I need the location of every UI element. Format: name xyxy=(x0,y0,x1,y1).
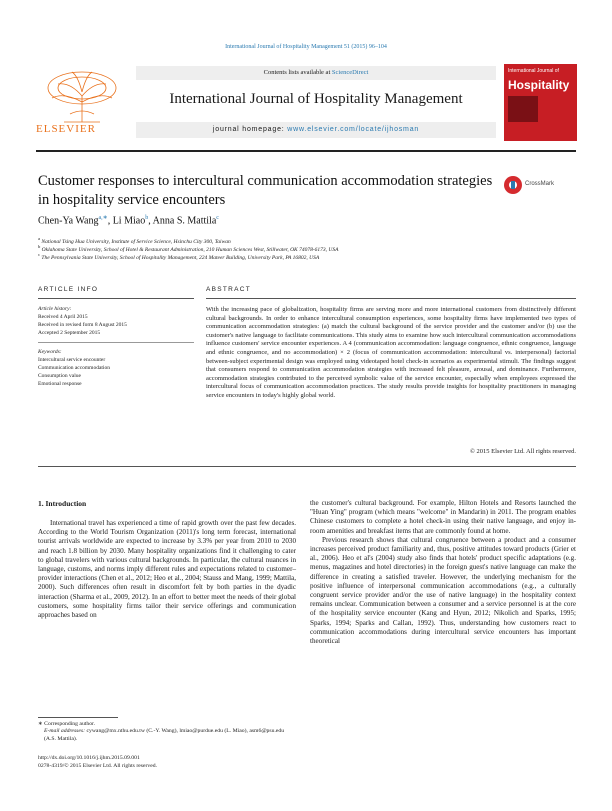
right-column xyxy=(310,499,576,646)
left-column xyxy=(38,519,296,620)
affiliation xyxy=(38,252,319,261)
keyword: Emotional response xyxy=(38,381,82,387)
header-rule xyxy=(36,150,576,152)
publisher-wordmark: ELSEVIER xyxy=(36,123,96,135)
running-header[interactable]: International Journal of Hospitality Management 51 (2015) 96–104 xyxy=(225,44,387,50)
email-note xyxy=(38,728,296,743)
body-paragraph: International travel has experienced a time of rapid growth over the past few decades. According to the World Tourism Organization (2011)'s long term forecast, international tourist arrivals worldwide are expected to increase by 3.3% per year from 2010 to 2030 and reach 1.8 billion by 2030. Many hospitality organizations find it challenging to cater to global travelers with various cultural backgrounds. In particular, the cultural nuances in language, customs, and norms imply different rules and expectations related to customer–provider interactions (Chen et al., 2012; Heo et al., 2004; Stauss and Mang, 1999; Mattila, 2000). Such differences often result in discomfort felt by both parties in the dyadic interaction (Sharma et al., 2009, 2012). In an effort to better meet the needs of their global customers, some hospitality firms tailor their service offerings and communication approaches based on xyxy=(38,519,296,620)
article-title: Customer responses to intercultural communication accommodation strategies in hospitality service encounters xyxy=(38,173,493,208)
homepage-bar xyxy=(136,122,496,138)
footnote-block xyxy=(38,721,296,743)
history-item: Received 4 April 2015 xyxy=(38,314,88,320)
author-mark[interactable]: b xyxy=(145,215,149,221)
cover-title: Hospitality xyxy=(508,78,570,92)
keywords-label: Keywords: xyxy=(38,349,62,355)
sciencedirect-link[interactable]: ScienceDirect xyxy=(331,69,369,76)
section-heading: 1. Introduction xyxy=(38,499,87,508)
crossmark-label: CrossMark xyxy=(525,181,555,187)
email-label: E-mail addresses: xyxy=(44,728,86,735)
cover-photo xyxy=(508,96,538,122)
author-name[interactable]: Li Miao xyxy=(112,215,146,227)
journal-title: International Journal of Hospitality Management xyxy=(169,91,463,107)
abstract-rule xyxy=(206,298,576,299)
info-rule xyxy=(38,298,194,299)
corresponding-author-note: ∗ Corresponding author. xyxy=(38,721,96,727)
article-info-label: ARTICLE INFO xyxy=(38,286,99,293)
affiliation-text: Oklahoma State University, School of Hotel & Restaurant Administration, 210 Human Sciences West, Stillwater, OK 74078-6173, USA xyxy=(41,246,339,253)
doi-link[interactable]: http://dx.doi.org/10.1016/j.ijhm.2015.09.001 xyxy=(38,755,140,761)
body-paragraph: the customer's cultural background. For example, Hilton Hotels and Resorts launched the "Huan Ying" program (which means "welcome" in Mandarin) in 2011. The program enables Chinese customers to complete a hotel check-in using their native language, and enjoy in-room amenities and breakfast items that are commonly found at home. xyxy=(310,499,576,535)
author-name[interactable]: Chen-Ya Wang xyxy=(38,215,99,227)
affiliation-text: The Pennsylvania State University, School of Hospitality Management, 224 Mateer Building, University Park, PA 16802, USA xyxy=(41,254,320,261)
affiliation-mark: b xyxy=(38,244,41,249)
keyword: Communication accommodation xyxy=(38,365,110,371)
affiliation-mark: c xyxy=(38,252,41,257)
author-list: Chen-Ya Wang$^{a,∗}$, Li Miao$^b$, Anna S. Mattila$^c$ xyxy=(38,215,219,227)
abstract-label: ABSTRACT xyxy=(206,286,252,293)
affiliation-mark: a xyxy=(38,236,41,241)
copyright-notice: © 2015 Elsevier Ltd. All rights reserved. xyxy=(469,448,576,455)
history-label: Article history: xyxy=(38,306,72,312)
author-mark[interactable]: c xyxy=(216,215,219,221)
abstract-text: With the increasing pace of globalization, hospitality firms are serving more and more international customers from distinctively different cultural backgrounds. In order to enhance intercultural consumption experiences, some hospitality firms have implemented two types of communication accommodation strategies: (a) match the cultural background of the service provider and the customer and/or (b) use the customer's native language to facilitate communications. This study aims to examine how such intercultural communication accommodations influence customers' service encounter experiences. A 4 (communication accommodation: language congruence, ethnic congruence, language and ethnic congruence, and no accommodation) × 2 (focus of communication accommodation: intercultural vs. interpersonal) factorial between-subject experimental design was employed using videotaped hotel check-in scenarios as experimental stimuli. The findings suggest that consumers respond to communication accommodation strategies with increased felt pleasure, arousal, and dominance. Furthermore, accommodation strategies contributed to the perceived symbolic value of the service encounter, especially when employees expressed the intercultural focus of communication accommodation practices. The study results provide insights for hospitality practitioners in managing service encounters in today's highly global world. xyxy=(206,306,576,399)
body-paragraph: Previous research shows that cultural congruence between a product and a consumer increases perceived product familiarity and, thus, positive attitudes toward products (Grier et al., 2006). Heo et al's (2004) study also finds that hotels' product specific adaptations (e.g. menus, magazines and hotel directories) in the foreign guest's native language can make the difference in creating a satisfied traveler. However, the underlying mechanism for the positive influence of interpersonal communication accommodations (e.g., a culturally congruent service provider and/or the use of native language) in the hospitality context remains unclear. Communication between a consumer and a service personnel is at the core of the hospitality service encounter (Kang and Hyun, 2012; Nikolich and Sparks, 1995; Sparks, 1994; Sparks and Callan, 1992). Thus, understanding how customers react to communication accommodations during intercultural service encounters has important theoretical xyxy=(310,535,576,646)
email-addresses[interactable]: cywang@mx.nthu.edu.tw (C.-Y. Wang), lmiao@purdue.edu (L. Miao), asm6@psu.edu (A.S. Mattila). xyxy=(44,728,285,742)
history-item: Received in revised form 8 August 2015 xyxy=(38,322,127,328)
author-mark[interactable]: a,∗ xyxy=(98,215,108,221)
footnote-rule xyxy=(38,717,118,718)
cover-subtitle: International Journal of xyxy=(508,68,559,74)
keyword: Consumption value xyxy=(38,373,81,379)
affiliation-text: National Tsing Hua University, Institute of Service Science, Hsinchu City 300, Taiwan xyxy=(41,238,231,245)
homepage-label: journal homepage: xyxy=(212,126,285,133)
contents-bar xyxy=(136,66,496,80)
journal-cover-image xyxy=(504,64,577,141)
contents-prefix: Contents lists available at xyxy=(263,69,331,76)
crossmark-icon[interactable] xyxy=(504,176,522,194)
history-item: Accepted 2 September 2015 xyxy=(38,330,101,336)
keyword: Intercultural service encounter xyxy=(38,357,106,363)
author-name[interactable]: Anna S. Mattila xyxy=(152,215,217,227)
homepage-link[interactable]: www.elsevier.com/locate/ijhosman xyxy=(287,126,420,133)
front-matter-rule xyxy=(38,466,576,467)
issn-line: 0278-4319/© 2015 Elsevier Ltd. All rights reserved. xyxy=(38,763,157,769)
